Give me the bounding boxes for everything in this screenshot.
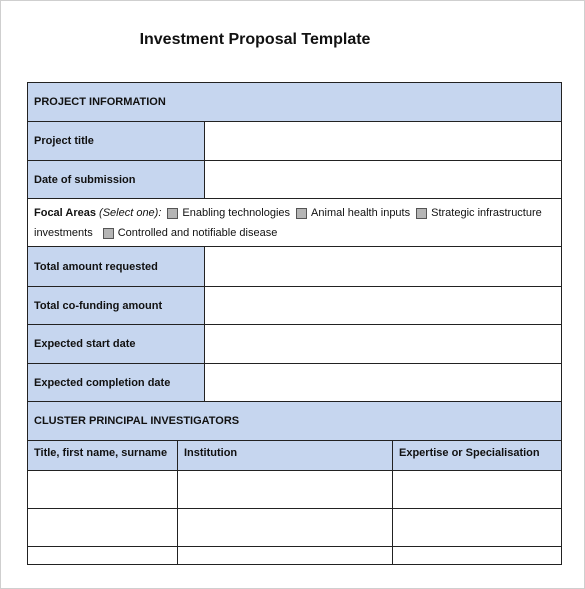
- page-title: Investment Proposal Template: [139, 31, 371, 48]
- option-label: Controlled and notifiable disease: [117, 227, 278, 239]
- table-row: [28, 547, 561, 565]
- field-label: Project title: [28, 122, 205, 160]
- checkbox-animal-health-inputs[interactable]: [296, 208, 307, 219]
- table-cell-institution[interactable]: [178, 547, 393, 564]
- table-cell-expertise[interactable]: [393, 509, 561, 546]
- checkbox-enabling-technologies[interactable]: [167, 208, 178, 219]
- checkbox-strategic-infrastructure[interactable]: [416, 208, 427, 219]
- option-label: Strategic infrastructure: [431, 207, 542, 219]
- option-continuation: investments: [34, 227, 93, 239]
- table-cell-institution[interactable]: [178, 471, 393, 508]
- section-header-project: [28, 83, 561, 122]
- option-label: Enabling technologies: [182, 207, 291, 219]
- field-row-project-title: [28, 122, 561, 161]
- section-header-cluster: [28, 402, 561, 441]
- field-row-expected-completion: [28, 364, 561, 402]
- investigators-table-header: [28, 441, 561, 471]
- field-label: Expected start date: [28, 325, 205, 363]
- field-row-total-amount-requested: [28, 247, 561, 287]
- project-title-field[interactable]: [205, 122, 561, 160]
- table-cell-expertise[interactable]: [393, 547, 561, 564]
- field-row-expected-start: [28, 325, 561, 364]
- table-row: [28, 471, 561, 509]
- field-row-total-cofunding: [28, 287, 561, 325]
- expected-completion-date-field[interactable]: [205, 364, 561, 401]
- table-cell-expertise[interactable]: [393, 471, 561, 508]
- table-cell-name[interactable]: [28, 547, 178, 564]
- expected-start-date-field[interactable]: [205, 325, 561, 363]
- field-label: Date of submission: [28, 161, 205, 198]
- section-title: PROJECT INFORMATION: [34, 96, 166, 108]
- column-header-institution: Institution: [178, 441, 393, 470]
- field-label: Total co-funding amount: [28, 287, 205, 324]
- table-row: [28, 509, 561, 547]
- column-header-expertise: Expertise or Specialisation: [393, 441, 561, 470]
- column-header-name: Title, first name, surname: [28, 441, 178, 470]
- focal-line-1: [34, 203, 555, 223]
- table-cell-name[interactable]: [28, 471, 178, 508]
- field-label: Expected completion date: [28, 364, 205, 401]
- field-label: Total amount requested: [28, 247, 205, 286]
- checkbox-controlled-notifiable-disease[interactable]: [103, 228, 114, 239]
- proposal-form: [27, 82, 562, 565]
- section-title: CLUSTER PRINCIPAL INVESTIGATORS: [34, 415, 240, 427]
- option-label: Animal health inputs: [311, 207, 411, 219]
- date-of-submission-field[interactable]: [205, 161, 561, 198]
- focal-areas-row: [28, 199, 561, 247]
- focal-line-2: [34, 223, 555, 243]
- table-cell-name[interactable]: [28, 509, 178, 546]
- total-amount-requested-field[interactable]: [205, 247, 561, 286]
- focal-areas-hint: (Select one):: [99, 207, 162, 219]
- table-cell-institution[interactable]: [178, 509, 393, 546]
- field-row-date-of-submission: [28, 161, 561, 199]
- focal-areas-label: Focal Areas: [34, 207, 96, 219]
- total-cofunding-field[interactable]: [205, 287, 561, 324]
